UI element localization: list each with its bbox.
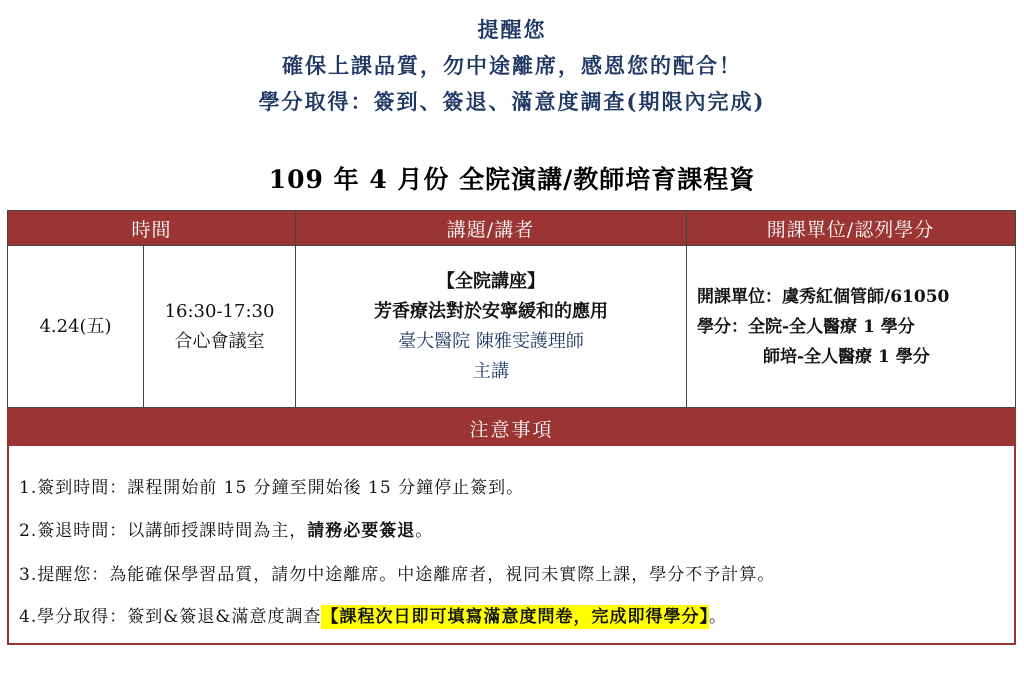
header-topic: 講題/講者 <box>295 211 686 245</box>
course-room: 合心會議室 <box>174 330 265 352</box>
cell-topic <box>296 245 686 408</box>
cell-time <box>144 245 295 408</box>
note-3: 3.提醒您：為能確保學習品質，請勿中途離席。中途離席者，視同未實際上課，學分不予計算。 <box>19 565 776 585</box>
notes-header: 注意事項 <box>9 410 1014 446</box>
notes-box <box>7 408 1016 645</box>
header-time: 時間 <box>8 211 295 245</box>
note-1: 1.簽到時間：課程開始前 15 分鐘至開始後 15 分鐘停止簽到。 <box>19 478 525 498</box>
cell-unit <box>687 245 1015 408</box>
note-4-highlight: 【課程次日即可填寫滿意度問卷，完成即得學分】 <box>321 607 709 627</box>
course-topic: 芳香療法對於安寧緩和的應用 <box>374 300 608 322</box>
header-unit: 開課單位/認列學分 <box>686 211 1015 245</box>
note-4 <box>19 602 727 627</box>
notice-line-2: 確保上課品質，勿中途離席，感恩您的配合！ <box>282 53 742 78</box>
course-time: 16:30-17:30 <box>164 300 275 322</box>
course-date: 4.24(五) <box>39 315 112 337</box>
course-credit-2: 師培-全人醫療 1 學分 <box>763 346 930 367</box>
page-title: 109 年 4 月份 全院演講/教師培育課程資 <box>268 165 756 194</box>
notice-line-1: 提醒您 <box>477 17 547 42</box>
cell-date <box>8 245 143 408</box>
course-speaker: 臺大醫院 陳雅雯護理師 <box>398 330 584 352</box>
course-speaker-role: 主講 <box>473 360 509 382</box>
schedule-table <box>7 210 1016 408</box>
note-2-bold: 請務必要簽退 <box>307 521 416 541</box>
course-credit-1: 學分：全院-全人醫療 1 學分 <box>697 316 915 337</box>
note-4-end: 。 <box>708 607 727 627</box>
course-unit: 開課單位：虞秀紅個管師/61050 <box>697 286 950 307</box>
notice-line-3: 學分取得：簽到、簽退、滿意度調查(期限內完成) <box>258 89 766 114</box>
note-4-text: 4.學分取得：簽到&簽退&滿意度調查 <box>19 607 322 627</box>
note-2-text: 2.簽退時間：以講師授課時間為主， <box>19 521 308 541</box>
note-2-end: 。 <box>415 521 434 541</box>
course-category: 【全院講座】 <box>437 270 545 292</box>
note-2 <box>19 516 433 541</box>
